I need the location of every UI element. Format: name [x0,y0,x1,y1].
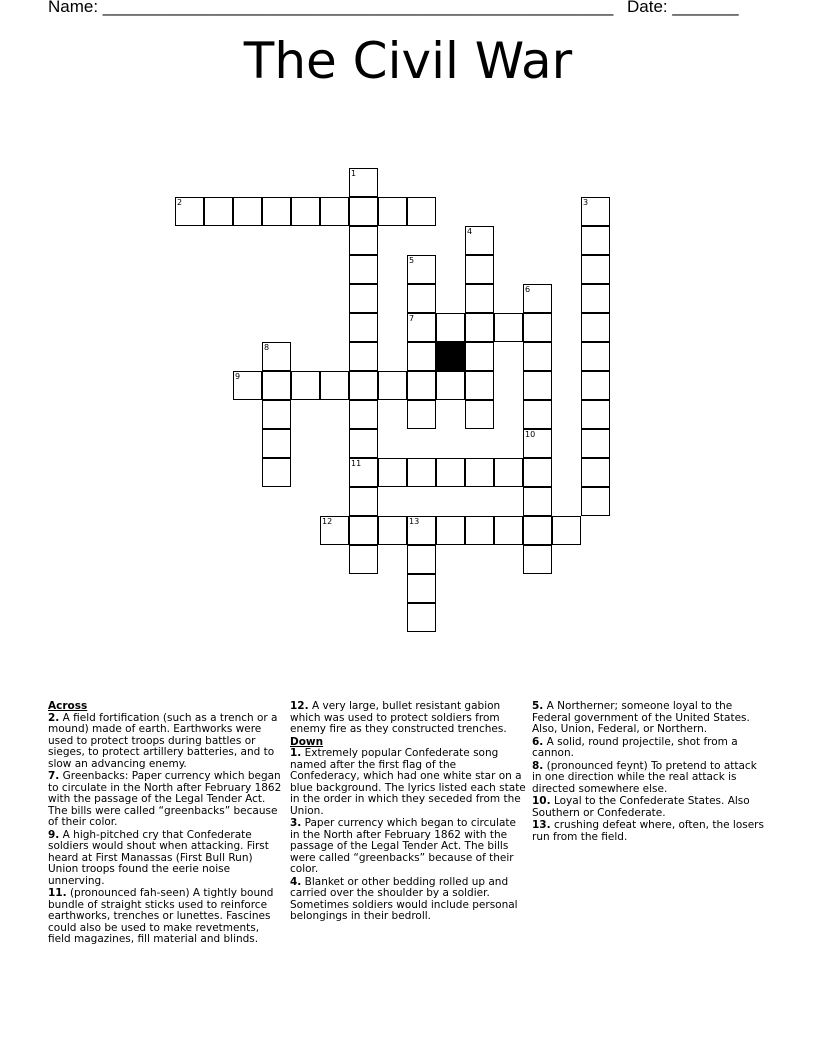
grid-cell[interactable] [581,487,610,516]
clue-down-8 [532,761,768,796]
clue-number: 8. [532,759,544,772]
cell-number: 12 [322,517,333,526]
grid-cell[interactable] [349,458,378,487]
name-field-label: Name: ______________________________________________________ [48,0,614,16]
clue-text: Extremely popular Confederate song named after the first flag of the Confederacy, which had one white star on a blue background. The lyrics listed each state in the order in which they seceded from the Union. [290,747,526,817]
grid-cell[interactable] [262,371,291,400]
grid-cell[interactable] [407,197,436,226]
grid-cell[interactable] [407,516,436,545]
clue-text: Greenbacks: Paper currency which began to circulate in the North after February 1862 with the passage of the Legal Tender Act. The bills were called “greenbacks” because of their color. [48,770,282,828]
grid-cell[interactable] [378,197,407,226]
grid-cell[interactable] [349,342,378,371]
grid-cell[interactable] [436,458,465,487]
grid-cell[interactable] [320,197,349,226]
cell-number: 8 [264,343,270,352]
grid-cell[interactable] [436,313,465,342]
grid-cell[interactable] [378,516,407,545]
down-heading: Down [290,735,324,748]
grid-cell[interactable] [465,284,494,313]
grid-cell[interactable] [378,371,407,400]
grid-cell[interactable] [523,516,552,545]
cell-number: 4 [467,227,473,236]
grid-cell[interactable] [407,400,436,429]
clue-number: 7. [48,770,60,782]
grid-cell[interactable] [349,371,378,400]
clues-column-3 [532,701,768,844]
grid-cell[interactable] [407,458,436,487]
grid-cell[interactable] [494,458,523,487]
grid-cell[interactable] [262,458,291,487]
clue-text: Loyal to the Confederate States. Also Southern or Confederate. [532,795,750,819]
grid-cell[interactable] [262,400,291,429]
grid-cell[interactable] [407,371,436,400]
clue-number: 12. [290,700,309,712]
clue-number: 9. [48,828,60,841]
grid-cell-blocked [436,342,465,371]
clue-text: A field fortification (such as a trench or a mound) made of earth. Earthworks were used to protect troops during battles or sieges, to protect artillery batteries, and to slow an advancing enemy. [48,711,278,770]
clue-down-13 [532,820,768,843]
cell-number: 11 [351,459,362,468]
cell-number: 13 [409,517,420,526]
date-field-label: Date: _______ [627,0,739,16]
grid-cell[interactable] [204,197,233,226]
across-heading: Across [48,700,88,712]
grid-cell[interactable] [581,429,610,458]
grid-cell[interactable] [581,255,610,284]
clue-across-7 [48,771,284,829]
clue-number: 10. [532,795,551,807]
grid-cell[interactable] [262,197,291,226]
clues-column-1 [48,701,284,947]
grid-cell[interactable] [407,313,436,342]
cell-number: 3 [583,198,589,207]
grid-cell[interactable] [465,226,494,255]
clue-number: 11. [48,887,67,899]
grid-cell[interactable] [581,226,610,255]
grid-cell[interactable] [349,313,378,342]
grid-cell[interactable] [407,603,436,632]
clue-across-9 [48,830,284,888]
clue-number: 13. [532,819,551,831]
grid-cell[interactable] [465,516,494,545]
grid-cell[interactable] [233,197,262,226]
grid-cell[interactable] [523,313,552,342]
grid-cell[interactable] [320,371,349,400]
cell-number: 5 [409,256,415,265]
grid-cell[interactable] [407,255,436,284]
grid-cell[interactable] [581,458,610,487]
clue-number: 4. [290,875,302,888]
grid-cell[interactable] [291,371,320,400]
page-title: The Civil War [243,32,573,90]
grid-cell[interactable] [465,458,494,487]
grid-cell[interactable] [349,429,378,458]
grid-cell[interactable] [349,284,378,313]
grid-cell[interactable] [581,313,610,342]
cell-number: 6 [525,285,531,294]
clue-number: 1. [290,747,302,759]
grid-cell[interactable] [436,516,465,545]
grid-cell[interactable] [291,197,320,226]
grid-cell[interactable] [349,487,378,516]
grid-cell[interactable] [523,284,552,313]
cell-number: 10 [525,430,536,439]
clue-number: 6. [532,735,544,748]
clue-down-4 [290,877,526,923]
clue-text: A Northerner; someone loyal to the Federal government of the United States. Also, Union, Federal, or Northern. [532,700,750,735]
grid-cell[interactable] [523,458,552,487]
cell-number: 7 [409,314,415,323]
clue-down-10 [532,796,768,819]
grid-cell[interactable] [407,342,436,371]
clue-text: (pronounced feynt) To pretend to attack in one direction while the real attack is directed somewhere else. [532,759,757,795]
cell-number: 9 [235,372,241,381]
clues-column-2 [290,701,526,924]
grid-cell[interactable] [465,371,494,400]
clue-text: (pronounced fah-seen) A tightly bound bundle of straight sticks used to reinforce earthworks, trenches or lunettes. Fascines could also be used to make revetments, field magazines, fill material and blinds. [48,887,274,945]
grid-cell[interactable] [494,516,523,545]
clue-number: 3. [290,817,302,829]
clue-number: 2. [48,711,60,724]
grid-cell[interactable] [523,371,552,400]
grid-cell[interactable] [262,429,291,458]
grid-cell[interactable] [349,516,378,545]
clue-across-12 [290,701,526,736]
grid-cell[interactable] [581,371,610,400]
grid-cell[interactable] [523,429,552,458]
cell-number: 1 [351,169,357,178]
grid-cell[interactable] [465,313,494,342]
grid-cell[interactable] [552,516,581,545]
clue-down-5 [532,701,768,736]
clue-text: crushing defeat where, often, the losers run from the field. [532,819,764,843]
grid-cell[interactable] [494,313,523,342]
grid-cell[interactable] [349,545,378,574]
grid-cell[interactable] [320,516,349,545]
grid-cell[interactable] [523,487,552,516]
grid-cell[interactable] [349,255,378,284]
clue-text: A very large, bullet resistant gabion which was used to protect soldiers from enemy fire as they constructed trenches. [290,700,507,735]
grid-cell[interactable] [233,371,262,400]
clue-down-1 [290,748,526,817]
grid-cell[interactable] [349,168,378,197]
grid-cell[interactable] [465,400,494,429]
clue-across-2 [48,713,284,771]
clue-text: Paper currency which began to circulate in the North after February 1862 with the passage of the Legal Tender Act. The bills were called “greenbacks” because of their color. [290,817,516,875]
clue-text: A solid, round projectile, shot from a cannon. [532,735,738,759]
grid-cell[interactable] [523,545,552,574]
grid-cell[interactable] [581,284,610,313]
grid-cell[interactable] [378,458,407,487]
grid-cell[interactable] [349,226,378,255]
clue-text: A high-pitched cry that Confederate soldiers would shout when attacking. First heard at First Manassas (First Bull Run) Union troops found the eerie noise unnerving. [48,828,269,887]
grid-cell[interactable] [407,574,436,603]
grid-cell[interactable] [407,545,436,574]
clue-text: Blanket or other bedding rolled up and carried over the shoulder by a soldier. Sometimes soldiers would include personal belongings in their bedroll. [290,875,518,922]
grid-cell[interactable] [581,342,610,371]
clue-down-6 [532,737,768,760]
grid-cell[interactable] [436,371,465,400]
grid-cell[interactable] [175,197,204,226]
grid-cell[interactable] [349,197,378,226]
clue-down-3 [290,818,526,876]
grid-cell[interactable] [465,342,494,371]
clue-number: 5. [532,700,544,712]
grid-cell[interactable] [262,342,291,371]
grid-cell[interactable] [523,400,552,429]
grid-cell[interactable] [407,284,436,313]
cell-number: 2 [177,198,183,207]
grid-cell[interactable] [523,342,552,371]
grid-cell[interactable] [581,400,610,429]
grid-cell[interactable] [465,255,494,284]
clue-across-11 [48,888,284,946]
grid-cell[interactable] [349,400,378,429]
grid-cell[interactable] [581,197,610,226]
